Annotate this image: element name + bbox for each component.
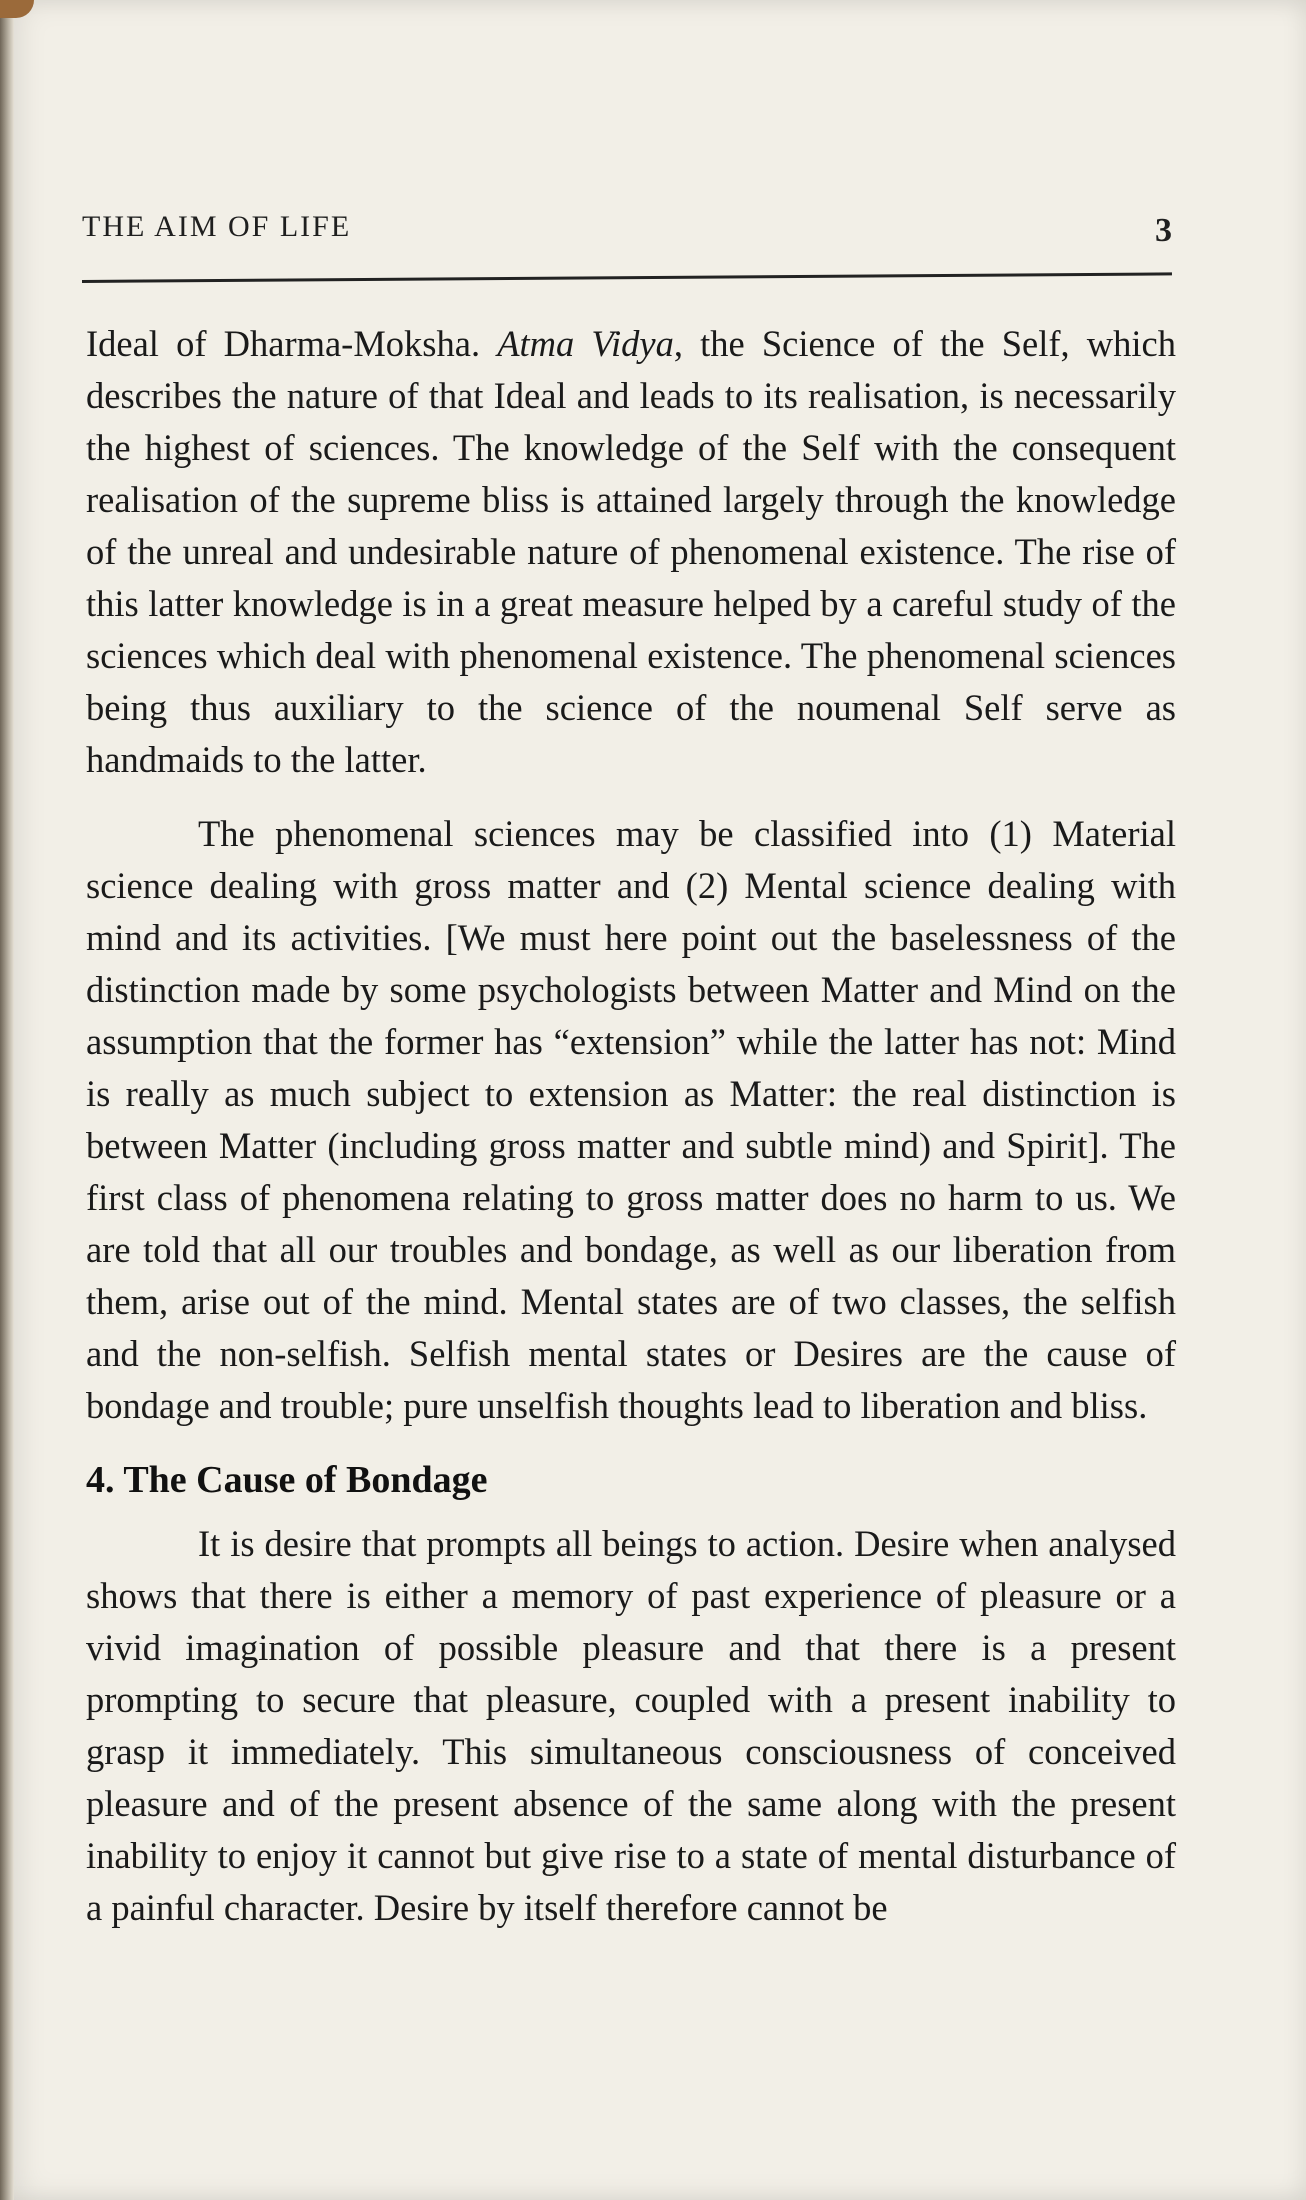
header-rule <box>82 272 1172 283</box>
page-header <box>82 210 1172 272</box>
paragraph-1-lead: Ideal of Dharma-Moksha. <box>86 323 498 364</box>
paragraph-3: It is desire that prompts all beings to action. Desire when analysed shows that there is either a memory of past experience of pleasure or a vivid imagination of possible pleasure and that there is a present prompting to secure that pleasure, coupled with a present inability to grasp it immediately. This simultaneous consciousness of conceived pleasure and of the present absence of the same along with the present inability to enjoy it cannot but give rise to a state of mental disturbance of a painful character. Desire by itself therefore cannot be <box>86 1523 1176 1928</box>
paragraph-1-rest: , the Science of the Self, which describes the nature of that Ideal and leads to its realisation, is necessarily the highest of sciences. The knowledge of the Self with the consequent realisation of the supreme bliss is attained largely through the knowledge of the unreal and undesirable nature of phenomenal existence. The rise of this latter knowledge is in a great measure helped by a careful study of the sciences which deal with phenomenal existence. The phenomenal sciences being thus auxiliary to the science of the noumenal Self serve as handmaids to the latter. <box>86 323 1177 780</box>
page-body <box>86 318 1176 1956</box>
section-heading: 4. The Cause of Bondage <box>86 1459 488 1501</box>
paragraph-1-italic-term: Atma Vidya <box>497 323 674 364</box>
page-number: 3 <box>1155 212 1172 249</box>
paragraph-2: The phenomenal sciences may be classified into (1) Material science dealing with gross matter and (2) Mental science dealing with mind and its activities. [We must here point out the baselessness of the distinction made by some psychologists between Matter and Mind on the assumption that the former has “extension” while the latter has not: Mind is really as much subject to extension as Matter: the real distinction is between Matter (including gross matter and subtle mind) and Spirit]. The first class of phenomena relating to gross matter does no harm to us. We are told that all our troubles and bondage, as well as our liberation from them, arise out of the mind. Mental states are of two classes, the selfish and the non-selfish. Selfish mental states or Desires are the cause of bondage and trouble; pure unselfish thoughts lead to liberation and bliss. <box>86 813 1176 1426</box>
book-spine-shadow <box>0 0 14 2200</box>
page-corner-edge <box>0 0 34 18</box>
running-title: THE AIM OF LIFE <box>82 210 352 243</box>
paragraph-1 <box>86 318 1176 786</box>
